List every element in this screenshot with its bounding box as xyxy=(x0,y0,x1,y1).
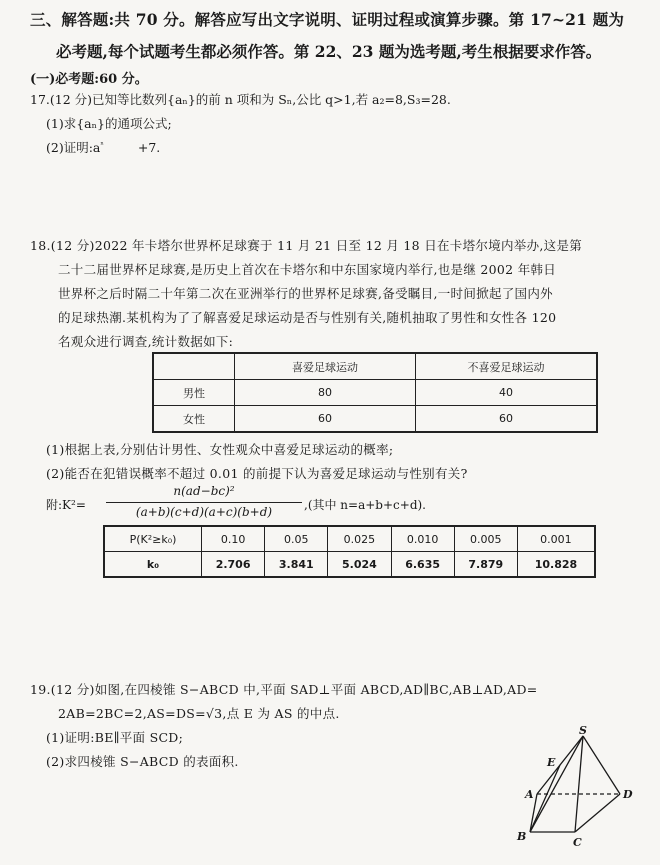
header-dislike: 不喜爱足球运动 xyxy=(416,353,598,380)
critical-value-table xyxy=(103,525,596,578)
fraction-bar xyxy=(106,502,302,503)
table-row xyxy=(153,380,597,406)
table-row xyxy=(104,552,595,578)
section-title-line2: 必考题,每个试题考生都必须作答。第 22、23 题为选考题,考生根据要求作答。 xyxy=(56,42,602,61)
cell-like: 80 xyxy=(235,380,416,406)
kt-val: 3.841 xyxy=(265,552,328,578)
cell-like: 60 xyxy=(235,406,416,433)
kt-p: 0.10 xyxy=(202,526,265,552)
pyramid-figure xyxy=(505,724,645,862)
kt-p: 0.025 xyxy=(328,526,391,552)
kt-p: 0.05 xyxy=(265,526,328,552)
q18-line3: 世界杯之后时隔二十年第二次在亚洲举行的世界杯足球赛,备受瞩目,一时间掀起了国内外 xyxy=(58,286,553,301)
table-corner-cell xyxy=(153,353,235,380)
header-like: 喜爱足球运动 xyxy=(235,353,416,380)
table-row xyxy=(104,526,595,552)
label-c: C xyxy=(573,836,582,849)
appendix-suffix: ,(其中 n=a+b+c+d). xyxy=(304,498,426,512)
q18-line4: 的足球热潮.某机构为了了解喜爱足球运动是否与性别有关,随机抽取了男性和女性各 120 xyxy=(58,310,557,325)
required-heading: (一)必考题:60 分。 xyxy=(30,72,148,87)
kt-val: 5.024 xyxy=(328,552,391,578)
section-title-line1: 三、解答题:共 70 分。解答应写出文字说明、证明过程或演算步骤。第 17~21 题为 xyxy=(30,10,625,29)
table-row xyxy=(153,353,597,380)
kt-val: 7.879 xyxy=(454,552,517,578)
q18-part2: (2)能否在犯错误概率不超过 0.01 的前提下认为喜爱足球运动与性别有关? xyxy=(46,466,468,481)
edge-sc xyxy=(575,736,583,832)
q17-part2-text: (2)证明:a xyxy=(46,140,101,155)
q17-part2: (2)证明$:a^{^n} +7$. xyxy=(46,139,161,155)
kt-p: 0.010 xyxy=(391,526,454,552)
q19-line1: 19.(12 分)如图,在四棱锥 S−ABCD 中,平面 SAD⊥平面 ABCD,AD∥BC,AB⊥AD,AD= xyxy=(30,682,538,697)
label-s: S xyxy=(579,724,587,737)
kt-p: 0.005 xyxy=(454,526,517,552)
label-e: E xyxy=(547,756,556,769)
q19-line2: 2AB=2BC=2,AS=DS=√3,点 E 为 AS 的中点. xyxy=(58,706,340,721)
kt-header: P(K²≥k₀) xyxy=(104,526,202,552)
label-d: D xyxy=(623,788,633,801)
kt-p: 0.001 xyxy=(517,526,595,552)
appendix-prefix: 附:K²= xyxy=(46,498,86,512)
edge-sd xyxy=(583,736,620,794)
q19-part1: (1)证明:BE∥平面 SCD; xyxy=(46,730,184,745)
kt-k-label: k₀ xyxy=(104,552,202,578)
label-a: A xyxy=(525,788,534,801)
formula-denominator: (a+b)(c+d)(a+c)(b+d) xyxy=(135,505,273,519)
formula-numerator: n(ad−bc)² xyxy=(173,484,235,498)
segment-be xyxy=(530,765,560,832)
table-row xyxy=(153,406,597,433)
q19-part2: (2)求四棱锥 S−ABCD 的表面积. xyxy=(46,754,239,769)
survey-table xyxy=(152,352,598,433)
row-label: 男性 xyxy=(153,380,235,406)
kt-val: 10.828 xyxy=(517,552,595,578)
q18-line1: 18.(12 分)2022 年卡塔尔世界杯足球赛于 11 月 21 日至 12 月 18 日在卡塔尔境内举办,这是第 xyxy=(30,238,583,253)
edge-cd xyxy=(575,794,620,832)
q17-part1: (1)求{aₙ}的通项公式; xyxy=(46,116,172,131)
cell-dislike: 40 xyxy=(416,380,598,406)
cell-dislike: 60 xyxy=(416,406,598,433)
kt-val: 2.706 xyxy=(202,552,265,578)
q17-stem: 17.(12 分)已知等比数列{aₙ}的前 n 项和为 Sₙ,公比 q>1,若 a₂=8,S₃=28. xyxy=(30,92,451,107)
kt-val: 6.635 xyxy=(391,552,454,578)
q17-part2-tail: +7. xyxy=(137,140,161,155)
q18-part1: (1)根据上表,分别估计男性、女性观众中喜爱足球运动的概率; xyxy=(46,442,394,457)
q18-line5: 名观众进行调查,统计数据如下: xyxy=(58,334,234,349)
row-label: 女性 xyxy=(153,406,235,433)
q18-line2: 二十二届世界杯足球赛,是历史上首次在卡塔尔和中东国家境内举行,也是继 2002 年韩日 xyxy=(58,262,557,277)
edge-sb xyxy=(530,736,583,832)
label-b: B xyxy=(517,830,527,843)
